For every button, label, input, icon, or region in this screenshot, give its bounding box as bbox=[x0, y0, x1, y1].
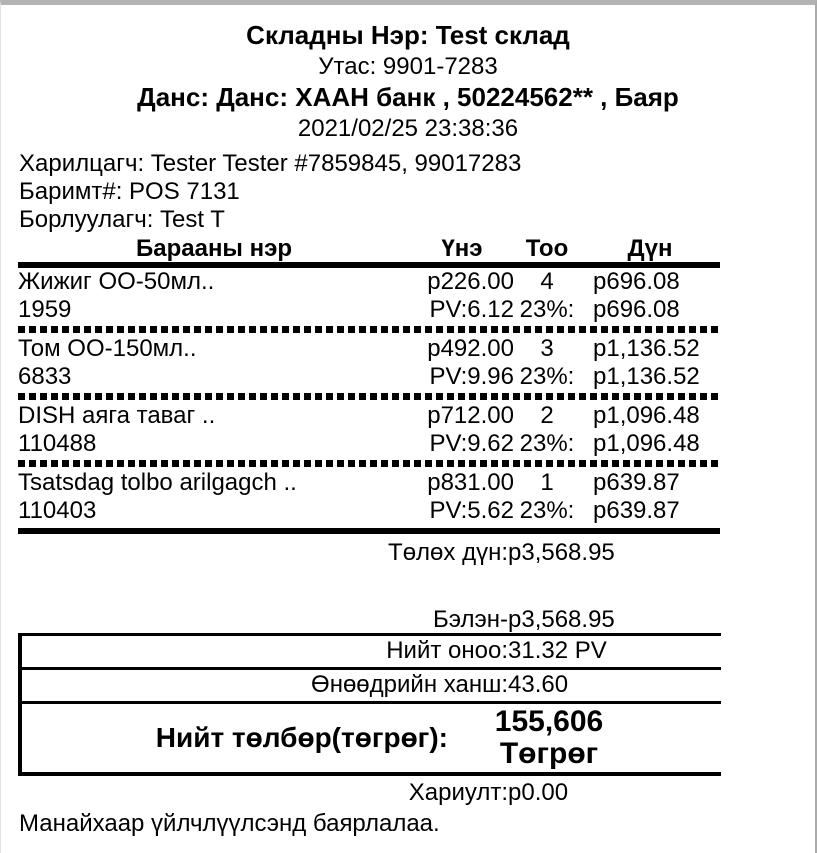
item-qty: 2 bbox=[540, 402, 554, 429]
change-line bbox=[18, 779, 720, 807]
receipt-header bbox=[1, 20, 815, 144]
points-row bbox=[22, 633, 721, 667]
item-vat-pct: 23%: bbox=[519, 363, 575, 390]
item-total: р1,096.48 bbox=[593, 402, 700, 429]
receipt-info bbox=[19, 150, 815, 234]
item-pv: PV:9.96 bbox=[429, 363, 514, 390]
pay-total-line bbox=[18, 539, 720, 567]
cash-label: Бэлэн- bbox=[433, 606, 508, 633]
grand-total-label: Нийт төлбөр(төгрөг): bbox=[155, 722, 448, 753]
store-phone: Утас: 9901-7283 bbox=[318, 53, 498, 80]
item-vat-pct: 23%: bbox=[519, 497, 575, 524]
rate-line bbox=[22, 672, 721, 698]
change-label: Хариулт: bbox=[408, 779, 508, 806]
receipt-number-line: Баримт#: POS 7131 bbox=[19, 178, 240, 205]
item-pv: PV:6.12 bbox=[429, 296, 514, 323]
item-qty: 4 bbox=[540, 268, 554, 295]
points-value: 31.32 PV bbox=[508, 637, 607, 664]
totals-rule bbox=[18, 528, 720, 534]
item-price: р712.00 bbox=[427, 402, 514, 429]
item-line bbox=[18, 469, 720, 497]
item-subline bbox=[18, 296, 720, 324]
receipt-datetime: 2021/02/25 23:38:36 bbox=[297, 115, 519, 142]
item-line bbox=[18, 402, 720, 430]
item-qty: 3 bbox=[540, 335, 554, 362]
item-price: р831.00 bbox=[427, 469, 514, 496]
item-code: 110403 bbox=[18, 497, 97, 524]
item-subline bbox=[18, 497, 720, 525]
row-separator bbox=[18, 326, 720, 333]
points-line bbox=[22, 638, 721, 664]
item-pv: PV:5.62 bbox=[429, 497, 514, 524]
rate-label: Өнөөдрийн ханш: bbox=[311, 671, 508, 698]
item-code: 6833 bbox=[18, 363, 72, 390]
item-total-2: р639.87 bbox=[593, 497, 680, 524]
seller-line: Борлуулагч: Test T bbox=[19, 206, 225, 233]
item-name: Tsatsdag tolbo arilgagch .. bbox=[18, 469, 297, 496]
item-total: р639.87 bbox=[593, 469, 680, 496]
store-title: Складны Нэр: Test склад bbox=[246, 20, 570, 50]
cash-line bbox=[18, 607, 720, 633]
item-pv: PV:9.62 bbox=[429, 430, 514, 457]
column-header-price: Үнэ bbox=[441, 235, 483, 262]
item-name: Жижиг ОО-50мл.. bbox=[18, 268, 215, 295]
pay-total-label: Төлөх дүн: bbox=[388, 539, 508, 566]
item-vat-pct: 23%: bbox=[519, 296, 575, 323]
item-subline bbox=[18, 363, 720, 391]
table-row bbox=[1, 469, 815, 525]
item-total-2: р696.08 bbox=[593, 296, 680, 323]
table-row bbox=[1, 268, 815, 324]
column-header-name: Барааны нэр bbox=[135, 235, 293, 262]
item-total: р696.08 bbox=[593, 268, 680, 295]
item-qty: 1 bbox=[540, 469, 554, 496]
table-row bbox=[1, 402, 815, 458]
item-price: р492.00 bbox=[427, 335, 514, 362]
change-value: р0.00 bbox=[508, 779, 569, 806]
table-row bbox=[1, 335, 815, 391]
rate-value: 43.60 bbox=[508, 671, 569, 698]
item-name: DISH аяга таваг .. bbox=[18, 402, 216, 429]
thank-you-message: Манайхаар үйлчлүүлсэнд баярлалаа. bbox=[19, 810, 440, 837]
cash-value: р3,568.95 bbox=[508, 606, 615, 633]
item-total-2: р1,096.48 bbox=[593, 430, 700, 457]
item-total: р1,136.52 bbox=[593, 335, 700, 362]
pay-total-value: р3,568.95 bbox=[508, 539, 615, 566]
column-header-total: Дүн bbox=[627, 235, 673, 262]
item-code: 110488 bbox=[18, 430, 97, 457]
bank-account-line: Данс: Данс: ХААН банк , 50224562** , Баяр bbox=[137, 82, 679, 112]
item-line bbox=[18, 268, 720, 296]
summary-boxes bbox=[18, 633, 721, 776]
rate-row bbox=[22, 667, 721, 701]
item-code: 1959 bbox=[18, 296, 72, 323]
grand-total-amount: 155,606 bbox=[494, 705, 604, 738]
customer-line: Харилцагч: Tester Tester #7859845, 99017283 bbox=[19, 150, 522, 177]
item-line bbox=[18, 335, 720, 363]
grand-total-currency: Төгрөг bbox=[499, 737, 599, 770]
item-subline bbox=[18, 430, 720, 458]
points-label: Нийт оноо: bbox=[386, 637, 508, 664]
column-header-qty: Тоо bbox=[525, 235, 569, 262]
row-separator bbox=[18, 460, 720, 467]
item-name: Том ОО-150мл.. bbox=[18, 335, 197, 362]
table-header-row bbox=[18, 236, 720, 262]
grand-total-row bbox=[22, 701, 721, 776]
item-total-2: р1,136.52 bbox=[593, 363, 700, 390]
row-separator bbox=[18, 393, 720, 400]
grand-total-value bbox=[454, 706, 644, 770]
item-price: р226.00 bbox=[427, 268, 514, 295]
item-vat-pct: 23%: bbox=[519, 430, 575, 457]
